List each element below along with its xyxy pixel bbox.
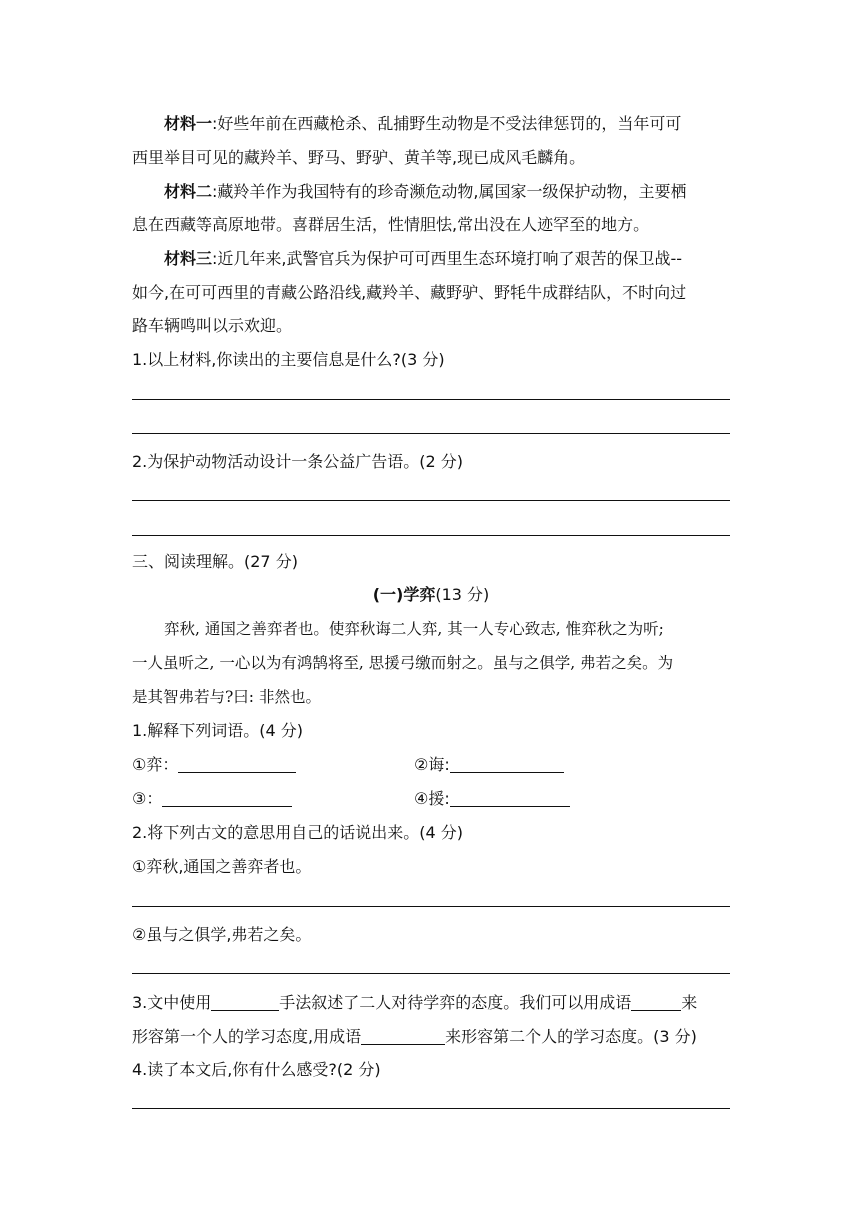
define-item-2 bbox=[414, 755, 714, 775]
answer-line-feeling[interactable] bbox=[132, 1108, 730, 1109]
question-technique-text-3: 来 bbox=[681, 993, 698, 1012]
material-3-label: 材料三 bbox=[164, 249, 213, 268]
technique-blank[interactable] bbox=[211, 994, 279, 1011]
passage-line-1: 弈秋, 通国之善弈者也。使弈秋诲二人弈, 其一人专心致志, 惟弈秋之为听; bbox=[164, 620, 664, 638]
idiom-blank-1[interactable] bbox=[631, 994, 681, 1011]
question-slogan: 2.为保护动物活动设计一条公益广告语。(2 分) bbox=[132, 452, 464, 471]
material-3-line-1 bbox=[164, 249, 732, 269]
material-1-line-1 bbox=[164, 114, 732, 134]
define-item-1-label: ①弈： bbox=[132, 755, 179, 774]
question-main-info: 1.以上材料,你读出的主要信息是什么?(3 分) bbox=[132, 350, 445, 369]
define-item-2-label: ②诲: bbox=[414, 755, 450, 774]
answer-line-translate-1[interactable] bbox=[132, 906, 730, 907]
question-technique-text-4: 形容第一个人的学习态度,用成语 bbox=[132, 1027, 362, 1046]
material-2-line-2: 息在西藏等高原地带。喜群居生活，性情胆怯,常出没在人迹罕至的地方。 bbox=[132, 215, 650, 234]
define-item-4-blank[interactable] bbox=[450, 790, 570, 807]
passage-title-text: (一)学弈 bbox=[372, 585, 436, 604]
material-1-text-1: :好些年前在西藏枪杀、乱捕野生动物是不受法律惩罚的，当年可可 bbox=[212, 114, 682, 133]
question-feeling: 4.读了本文后,你有什么感受?(2 分) bbox=[132, 1060, 381, 1079]
material-2-text-1: :藏羚羊作为我国特有的珍奇濒危动物,属国家一级保护动物，主要栖 bbox=[212, 182, 687, 201]
idiom-blank-2[interactable] bbox=[361, 1028, 445, 1045]
material-3-line-2: 如今,在可可西里的青藏公路沿线,藏羚羊、藏野驴、野牦牛成群结队，不时向过 bbox=[132, 283, 687, 302]
translate-item-2: ②虽与之俱学,弗若之矣。 bbox=[132, 925, 312, 944]
answer-line-translate-2[interactable] bbox=[132, 973, 730, 974]
define-item-3-blank[interactable] bbox=[162, 790, 292, 807]
question-technique-text-5: 来形容第二个人的学习态度。(3 分) bbox=[445, 1027, 697, 1046]
material-1-line-2: 西里举目可见的藏羚羊、野马、野驴、黄羊等,现已成风毛麟角。 bbox=[132, 148, 586, 167]
passage-line-3: 是其智弗若与?曰: 非然也。 bbox=[132, 688, 321, 706]
section-heading-reading: 三、阅读理解。(27 分) bbox=[132, 552, 298, 571]
material-3-line-3: 路车辆鸣叫以示欢迎。 bbox=[132, 316, 293, 335]
material-2-label: 材料二 bbox=[164, 182, 213, 201]
material-1-label: 材料一 bbox=[164, 114, 213, 133]
answer-line-slogan-2[interactable] bbox=[132, 535, 730, 536]
passage-title bbox=[132, 585, 730, 605]
answer-line-main-info-1[interactable] bbox=[132, 399, 730, 400]
define-item-2-blank[interactable] bbox=[450, 756, 564, 773]
define-item-4 bbox=[414, 789, 714, 809]
define-item-4-label: ④援: bbox=[414, 789, 450, 808]
answer-line-slogan-1[interactable] bbox=[132, 500, 730, 501]
question-technique-text-2: 手法叙述了二人对待学弈的态度。我们可以用成语 bbox=[279, 993, 632, 1012]
material-2-line-1 bbox=[164, 182, 732, 202]
passage-title-score: (13 分) bbox=[435, 585, 490, 604]
define-item-3-label: ③： bbox=[132, 789, 163, 808]
passage-line-2: 一人虽听之, 一心以为有鸿鹄将至, 思援弓缴而射之。虽与之俱学, 弗若之矣。为 bbox=[132, 654, 674, 672]
question-technique-line-1 bbox=[132, 993, 732, 1013]
translate-item-1: ①弈秋,通国之善弈者也。 bbox=[132, 857, 312, 876]
material-3-text-1: :近几年来,武警官兵为保护可可西里生态环境打响了艰苦的保卫战-- bbox=[212, 249, 683, 268]
answer-line-main-info-2[interactable] bbox=[132, 433, 730, 434]
define-item-1-blank[interactable] bbox=[178, 756, 296, 773]
question-technique-text-1: 3.文中使用 bbox=[132, 993, 212, 1012]
question-translate: 2.将下列古文的意思用自己的话说出来。(4 分) bbox=[132, 823, 464, 842]
question-technique-line-2 bbox=[132, 1027, 732, 1047]
question-define-words: 1.解释下列词语。(4 分) bbox=[132, 721, 304, 740]
